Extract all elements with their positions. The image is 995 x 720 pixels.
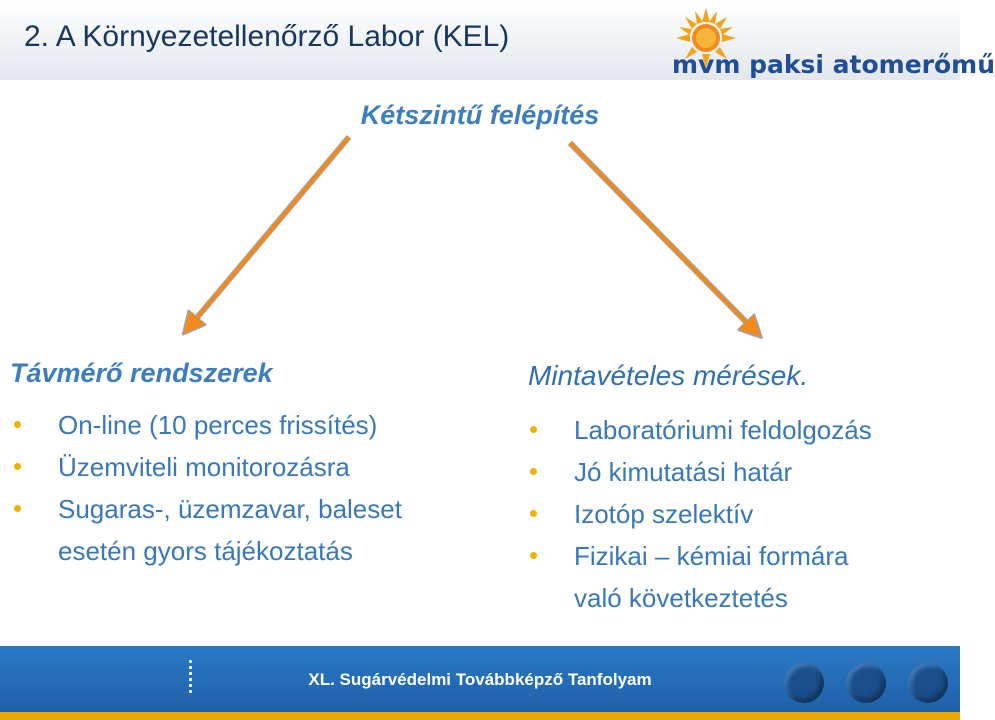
decorative-circle-1 <box>784 663 824 703</box>
slide-title: 2. A Környezetellenőrző Labor (KEL) <box>24 20 510 53</box>
left-heading: Távmérő rendszerek <box>10 358 273 388</box>
list-item: Jó kimutatási határ <box>526 451 956 493</box>
list-item: Sugaras-, üzemzavar, baleset esetén gyors tájékoztatás <box>10 488 480 572</box>
right-heading: Mintavételes mérések. <box>528 360 809 391</box>
list-item: Üzemviteli monitorozásra <box>10 446 480 488</box>
right-bullet-list <box>526 409 956 619</box>
bullet-icon <box>530 510 537 517</box>
footer-stripe <box>0 712 960 720</box>
footer-text: XL. Sugárvédelmi Továbbképző Tanfolyam <box>308 670 652 689</box>
left-bullet-list <box>10 404 480 572</box>
logo-text: mvm paksi atomerőmű <box>672 50 995 79</box>
bullet-icon <box>14 505 21 512</box>
list-item: Laboratóriumi feldolgozás <box>526 409 956 451</box>
bullet-icon <box>14 463 21 470</box>
list-item: Izotóp szelektív <box>526 493 956 535</box>
subtitle: Kétszintű felépítés <box>360 100 600 130</box>
list-item: Fizikai – kémiai formára való következtetés <box>526 535 956 619</box>
list-item: On-line (10 perces frissítés) <box>10 404 480 446</box>
decorative-circle-3 <box>908 663 948 703</box>
bullet-icon <box>530 552 537 559</box>
bullet-icon <box>530 426 537 433</box>
bullet-icon <box>14 421 21 428</box>
decorative-circle-2 <box>846 663 886 703</box>
bullet-icon <box>530 468 537 475</box>
